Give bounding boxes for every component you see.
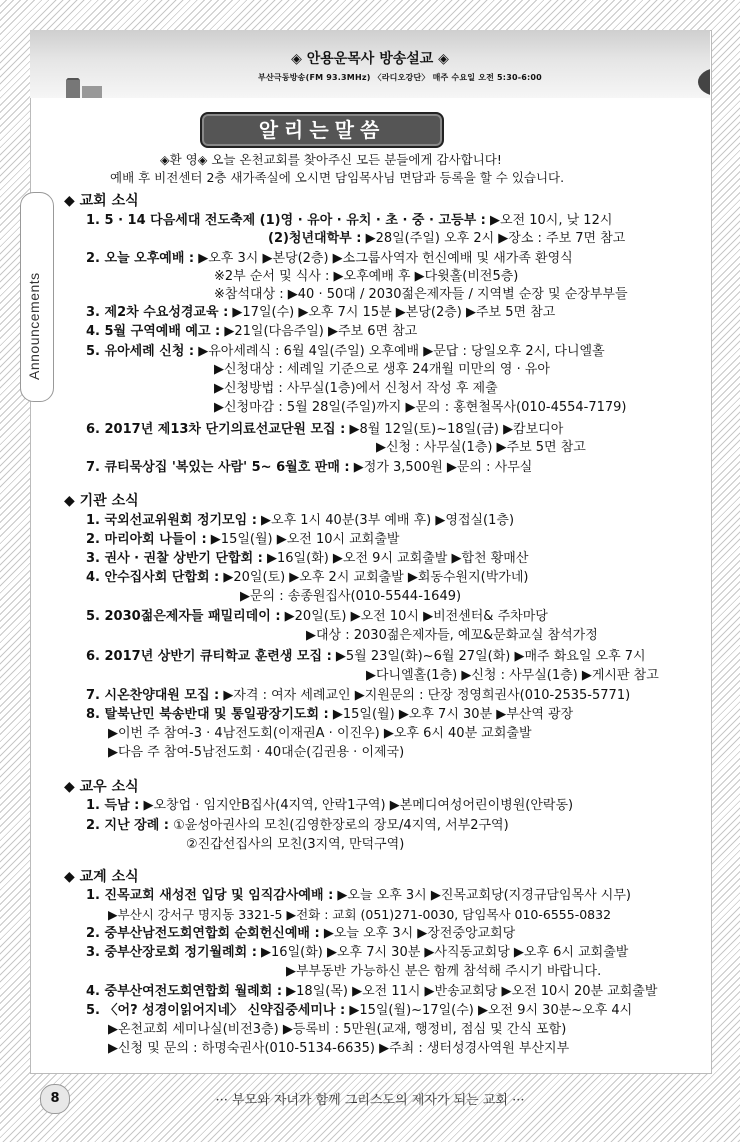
item-detail: ▶21일(다음주일) ▶주보 6면 참고 [220, 324, 418, 339]
church-item-2-note: ※2부 순서 및 식사 : ▶오후예배 후 ▶다윗홀(비전5층) [214, 269, 519, 284]
section-member-news: ◆ 교우 소식 [64, 779, 139, 795]
church-item-7 [86, 459, 532, 476]
church-item-2-note: ※참석대상 : ▶40 · 50대 / 2030젊은제자들 / 지역별 순장 및 순장부부들 [214, 287, 628, 302]
item-label: 5. 2030젊은제자들 패밀리데이 : [86, 609, 281, 624]
item-label: 8. 탈북난민 북송반대 및 통일광장기도회 : [86, 707, 329, 722]
banner-title: ◈ 안용운목사 방송설교 ◈ [291, 51, 449, 67]
item-label: (2)청년대학부 : [268, 231, 362, 246]
welcome-line-1: ◈환 영◈ 오늘 온천교회를 찾아주신 모든 분들에게 감사합니다! [160, 152, 502, 167]
item-label: 3. 중부산장로회 정기월례회 : [86, 945, 257, 960]
church-item-5-detail: ▶신청방법 : 사무실(1층)에서 신청서 작성 후 제출 [214, 381, 498, 396]
inter-item-1 [86, 887, 631, 904]
item-detail: ▶16일(화) ▶오후 7시 30분 ▶사직동교회당 ▶오후 6시 교회출발 [256, 945, 629, 960]
church-item-1 [86, 212, 612, 229]
inter-item-3 [86, 944, 628, 961]
inter-item-5 [86, 1002, 632, 1019]
item-label: 3. 권사 · 권찰 상반기 단합회 : [86, 551, 263, 566]
church-item-5 [86, 343, 605, 360]
item-label: 7. 큐티묵상집 '복있는 사람' 5~ 6월호 판매 : [86, 460, 350, 475]
item-detail: ▶5월 23일(화)~6월 27일(화) ▶매주 화요일 오후 7시 [331, 649, 646, 664]
org-item-3 [86, 550, 528, 567]
banner-schedule: 부산극동방송(FM 93.3MHz) 〈라디오강단〉 매주 수요일 오전 5:30-6:00 [258, 73, 542, 82]
item-detail: ▶오늘 오후 3시 ▶진목교회당(지경규담임목사 시무) [333, 888, 631, 903]
church-item-2 [86, 250, 573, 267]
section-church-news: ◆ 교회 소식 [64, 193, 139, 209]
item-label: 5. 〈어? 성경이읽어지네〉 신약집중세미나 : [86, 1003, 346, 1018]
org-item-2 [86, 531, 399, 548]
side-label: Announcements [26, 272, 42, 380]
org-item-6-detail: ▶다니엘홀(1층) ▶신청 : 사무실(1층) ▶게시판 참고 [366, 668, 659, 683]
item-detail: ▶오창업 · 임지안B집사(4지역, 안락1구역) ▶본메디여성어린이병원(안락동) [139, 798, 574, 813]
item-label: 2. 마리아회 나들이 : [86, 532, 207, 547]
org-item-8-detail: ▶다음 주 참여-5남전도회 · 40대순(김권용 · 이제국) [108, 745, 405, 760]
member-item-2-detail: ②진갑선집사의 모친(3지역, 만덕구역) [186, 837, 405, 852]
item-detail: ▶오늘 오후 3시 ▶장전중앙교회당 [319, 926, 516, 941]
member-item-2 [86, 817, 509, 834]
item-detail: ▶16일(화) ▶오전 9시 교회출발 ▶합천 황매산 [262, 551, 529, 566]
org-item-1 [86, 512, 514, 529]
item-detail: ▶오전 10시, 낮 12시 [485, 213, 613, 228]
inter-item-5-detail: ▶신청 및 문의 : 하명숙권사(010-5134-6635) ▶주최 : 생터성경사역원 부산지부 [108, 1041, 570, 1056]
item-label: 7. 시온찬양대원 모집 : [86, 688, 220, 703]
org-item-6 [86, 648, 646, 665]
item-label: 5. 유아세례 신청 : [86, 344, 195, 359]
item-label: 6. 2017년 상반기 큐티학교 훈련생 모집 : [86, 649, 332, 664]
item-detail: ▶오후 1시 40분(3부 예배 후) ▶영접실(1층) [256, 513, 515, 528]
inter-item-5-detail: ▶온천교회 세미나실(비전3층) ▶등록비 : 5만원(교재, 행정비, 점심 및 간식 포함) [108, 1022, 567, 1037]
church-item-6 [86, 421, 563, 438]
section-org-news: ◆ 기관 소식 [64, 493, 139, 509]
org-item-4 [86, 569, 528, 586]
page-number: 8 [40, 1084, 70, 1114]
inter-item-3-detail: ▶부부동반 가능하신 분은 함께 참석해 주시기 바랍니다. [286, 964, 602, 979]
org-item-5-detail: ▶대상 : 2030젊은제자들, 예꼬&문화교실 참석가정 [306, 628, 598, 643]
item-detail: ▶20일(토) ▶오후 2시 교회출발 ▶회동수원지(박가네) [219, 570, 529, 585]
item-label: 1. 5 · 14 다음세대 전도축제 (1)영 · 유아 · 유치 · 초 · 중 · 고등부 : [86, 213, 486, 228]
church-item-5-detail: ▶신청대상 : 세례일 기준으로 생후 24개월 미만의 영 · 유아 [214, 362, 550, 377]
section-denomination-news: ◆ 교계 소식 [64, 869, 139, 885]
item-label: 3. 제2차 수요성경교육 : [86, 305, 229, 320]
item-detail: ▶8월 12일(토)~18일(금) ▶캄보디아 [345, 422, 564, 437]
member-item-1 [86, 797, 573, 814]
item-detail: ▶오후 3시 ▶본당(2층) ▶소그룹사역자 헌신예배 및 새가족 환영식 [194, 251, 573, 266]
inter-item-4 [86, 983, 657, 1000]
church-item-5-detail: ▶신청마감 : 5월 28일(주일)까지 ▶문의 : 홍현철목사(010-4554-7179) [214, 400, 627, 415]
inter-item-2 [86, 925, 515, 942]
item-label: 4. 안수집사회 단합회 : [86, 570, 220, 585]
item-detail: ▶정가 3,500원 ▶문의 : 사무실 [349, 460, 533, 475]
item-label: 4. 중부산여전도회연합회 월례회 : [86, 984, 283, 999]
church-item-1-cont [268, 230, 625, 247]
item-label: 1. 득남 : [86, 798, 140, 813]
item-detail: ▶17일(수) ▶오후 7시 15분 ▶본당(2층) ▶주보 5면 참고 [228, 305, 556, 320]
item-detail: ▶15일(월) ▶오전 10시 교회출발 [206, 532, 400, 547]
item-detail: ▶28일(주일) 오후 2시 ▶장소 : 주보 7면 참고 [361, 231, 626, 246]
item-detail: ▶18일(목) ▶오전 11시 ▶반송교회당 ▶오전 10시 20분 교회출발 [282, 984, 658, 999]
page-title: 알리는말씀 [200, 112, 444, 148]
inter-item-1-detail: ▶부산시 강서구 명지동 3321-5 ▶전화 : 교회 (051)271-0030, 담임목사 010-6555-0832 [108, 907, 612, 922]
org-item-7 [86, 687, 630, 704]
item-detail: ①윤성아권사의 모친(김영한장로의 장모/4지역, 서부2구역) [169, 818, 509, 833]
org-item-4-detail: ▶문의 : 송종원집사(010-5544-1649) [240, 589, 462, 604]
org-item-8 [86, 706, 573, 723]
org-item-5 [86, 608, 548, 625]
item-detail: ▶20일(토) ▶오전 10시 ▶비전센터& 주차마당 [280, 609, 548, 624]
item-detail: ▶자격 : 여자 세례교인 ▶지원문의 : 단장 정영희권사(010-2535-5771) [219, 688, 631, 703]
item-detail: ▶유아세례식 : 6월 4일(주일) 오후예배 ▶문답 : 당일오후 2시, 다니엘홀 [194, 344, 605, 359]
item-label: 2. 오늘 오후예배 : [86, 251, 195, 266]
org-item-8-detail: ▶이번 주 참여-3 · 4남전도회(이재권A · 이진우) ▶오후 6시 40분 교회출발 [108, 726, 532, 741]
item-detail: ▶15일(월) ▶오후 7시 30분 ▶부산역 광장 [328, 707, 574, 722]
footer-motto: ··· 부모와 자녀가 함께 그리스도의 제자가 되는 교회 ··· [215, 1093, 525, 1108]
item-detail: ▶15일(월)~17일(수) ▶오전 9시 30분~오후 4시 [345, 1003, 633, 1018]
church-item-4 [86, 323, 417, 340]
item-label: 6. 2017년 제13차 단기의료선교단원 모집 : [86, 422, 346, 437]
church-item-6-detail: ▶신청 : 사무실(1층) ▶주보 5면 참고 [376, 440, 586, 455]
church-item-3 [86, 304, 555, 321]
item-label: 2. 지난 장례 : [86, 818, 169, 833]
item-label: 2. 중부산남전도회연합회 순회헌신예배 : [86, 926, 320, 941]
item-label: 4. 5월 구역예배 예고 : [86, 324, 221, 339]
item-label: 1. 진목교회 새성전 입당 및 임직감사예배 : [86, 888, 334, 903]
item-label: 1. 국외선교위원회 정기모임 : [86, 513, 257, 528]
welcome-line-2: 예배 후 비전센터 2층 새가족실에 오시면 담임목사님 면담과 등록을 할 수 있습니다. [110, 170, 565, 185]
